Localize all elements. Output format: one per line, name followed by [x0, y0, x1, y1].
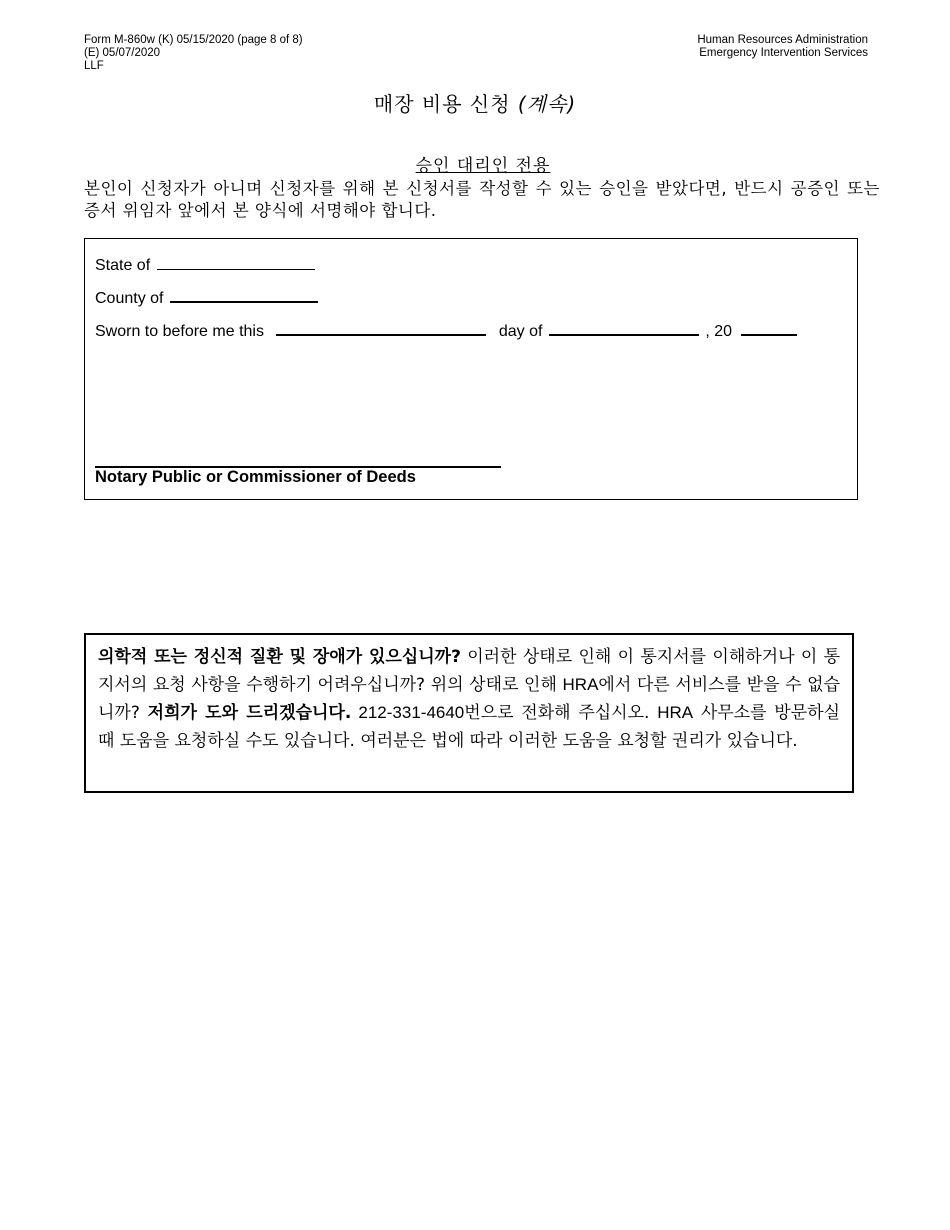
disability-notice-box — [84, 633, 854, 793]
agency-name: Human Resources Administration — [697, 34, 868, 46]
state-label: State of — [95, 257, 151, 274]
state-input-line[interactable] — [157, 268, 315, 270]
form-header-left — [84, 34, 303, 73]
notary-signature-label: Notary Public or Commissioner of Deeds — [95, 468, 416, 486]
notice-text-part2: 에서 다른 서비스를 받을 수 없습니까? — [98, 675, 840, 723]
sworn-label: Sworn to before me this — [95, 323, 264, 340]
agency-division: Emergency Intervention Services — [699, 47, 868, 59]
notice-hra-1: HRA — [562, 675, 599, 694]
state-field-row — [95, 257, 315, 275]
day-of-label: day of — [498, 323, 543, 340]
section-intro: 본인이 신청자가 아니며 신청자를 위해 본 신청서를 작성할 수 있는 승인을 받았다면, 반드시 공증인 또는 증서 위임자 앞에서 본 양식에 서명해야 합니다. — [84, 179, 880, 220]
form-english-date: (E) 05/07/2020 — [84, 47, 161, 59]
notice-question: 의학적 또는 정신적 질환 및 장애가 있으십니까? — [98, 647, 461, 667]
disability-notice-text — [98, 643, 840, 755]
notice-text-part3: 번으로 전화해 주십시오. — [464, 703, 658, 723]
section-subtitle: 승인 대리인 전용 — [415, 156, 551, 176]
page-title-main: 매장 비용 신청 — [373, 92, 518, 116]
year-prefix-label: , 20 — [705, 323, 733, 340]
page-title-continued: (계속) — [517, 92, 577, 116]
agency-header-right — [697, 34, 868, 60]
month-input-line[interactable] — [549, 333, 699, 336]
sworn-day-input-line[interactable] — [276, 333, 486, 336]
notice-text-part1: 이러한 상태로 인해 이 통지서를 이해하거나 이 통지서의 요청 사항을 수행하기 어려우십니까? 위의 상태로 인해 — [98, 647, 841, 695]
page-title — [0, 88, 950, 117]
notice-help-offer: 저희가 도와 드리겠습니다. — [147, 703, 352, 723]
notice-phone-number: 212-331-4640 — [351, 703, 465, 722]
sworn-field-row — [95, 323, 797, 341]
county-field-row — [95, 290, 318, 308]
form-number: Form M-860w (K) 05/15/2020 (page 8 of 8) — [84, 34, 303, 46]
county-label: County of — [95, 290, 164, 307]
year-input-line[interactable] — [741, 333, 797, 336]
notice-hra-2: HRA — [657, 703, 694, 722]
form-code: LLF — [84, 60, 104, 72]
notary-section — [84, 238, 858, 500]
notice-text-part4: 사무소를 방문하실 때 도움을 요청하실 수도 있습니다. 여러분은 법에 따라 이러한 도움을 요청할 권리가 있습니다. — [98, 703, 840, 751]
county-input-line[interactable] — [170, 300, 318, 303]
